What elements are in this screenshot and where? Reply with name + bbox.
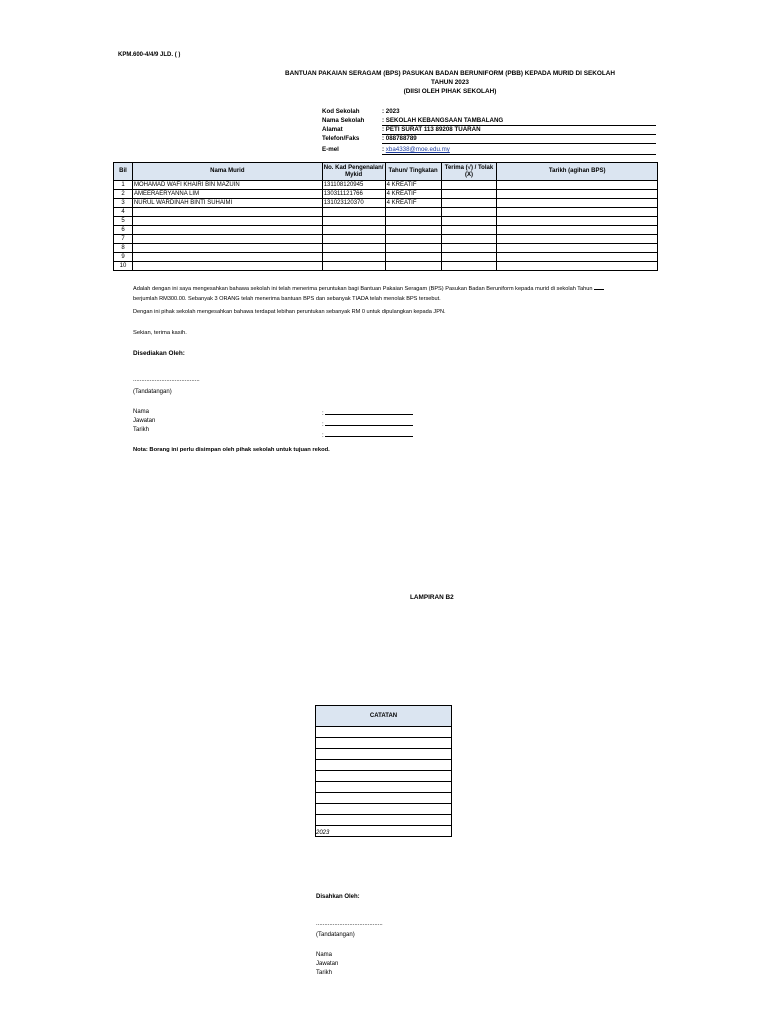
verified-fields [316, 951, 338, 978]
cell-nama: AMEERAERYANNA LIM [132, 190, 322, 199]
cell-ic: 130311121766 [322, 190, 385, 199]
declaration [133, 283, 663, 317]
student-table-body [114, 181, 658, 271]
colon: : [322, 411, 324, 417]
cell-tarikh[interactable] [497, 244, 658, 253]
email-prefix: : [382, 146, 386, 153]
cell-tarikh[interactable] [497, 199, 658, 208]
catatan-header: CATATAN [316, 706, 452, 727]
colon: : [322, 433, 324, 439]
catatan-row [316, 738, 452, 749]
cell-tarikh[interactable] [497, 208, 658, 217]
nama-sekolah-value: : SEKOLAH KEBANGSAAN TAMBALANG [382, 117, 656, 126]
declaration-line-3: Dengan ini pihak sekolah mengesahkan bahawa terdapat lebihan peruntukan sebanyak RM 0 untuk dipulangkan kepada JPN. [133, 309, 446, 315]
cell-bil: 4 [114, 208, 133, 217]
lampiran-label: LAMPIRAN B2 [410, 594, 454, 601]
cell-terima[interactable] [441, 217, 497, 226]
cell-ic [322, 253, 385, 262]
cell-tarikh[interactable] [497, 262, 658, 271]
catatan-row [316, 793, 452, 804]
title-line-3: (DIISI OLEH PIHAK SEKOLAH) [403, 88, 497, 95]
header-kad-pengenalan: No. Kad Pengenalan/ Mykid [322, 163, 385, 181]
cell-nama [132, 253, 322, 262]
cell-tahun [385, 217, 441, 226]
prepared-by-label: Disediakan Oleh: [133, 350, 185, 357]
cell-tahun: 4 KREATIF [385, 190, 441, 199]
kod-sekolah-value: : 2023 [382, 108, 400, 115]
cell-terima[interactable] [441, 208, 497, 217]
cell-tarikh[interactable] [497, 217, 658, 226]
cell-ic: 131023120370 [322, 199, 385, 208]
prepared-nama-label: Nama [133, 409, 150, 415]
catatan-row [316, 815, 452, 826]
cell-tahun [385, 226, 441, 235]
verified-jawatan-label: Jawatan [316, 961, 339, 967]
kod-sekolah-label: Kod Sekolah [322, 108, 360, 115]
cell-bil: 9 [114, 253, 133, 262]
cell-tarikh[interactable] [497, 181, 658, 190]
cell-terima[interactable] [441, 244, 497, 253]
cell-bil: 6 [114, 226, 133, 235]
cell-ic [322, 217, 385, 226]
cell-nama [132, 217, 322, 226]
cell-nama: NURUL WARDINAH BINTI SUHAIMI [132, 199, 322, 208]
cell-tahun [385, 253, 441, 262]
cell-nama [132, 226, 322, 235]
declaration-line-2: berjumlah RM300.00. Sebanyak 3 ORANG telah menerima bantuan BPS dan sebanyak TIADA telah menolak BPS tersebut. [133, 296, 441, 302]
header-nama-murid: Nama Murid [132, 163, 322, 181]
catatan-cell[interactable] [316, 760, 452, 771]
prepared-signature-dots: ........................................ [133, 377, 200, 383]
table-row [114, 253, 658, 262]
cell-nama [132, 235, 322, 244]
cell-ic [322, 262, 385, 271]
table-row [114, 217, 658, 226]
catatan-row [316, 760, 452, 771]
catatan-cell[interactable] [316, 727, 452, 738]
nama-fill [325, 408, 413, 415]
prepared-nama-line[interactable] [322, 408, 413, 419]
student-table [113, 162, 658, 271]
prepared-jawatan-label: Jawatan [133, 418, 156, 424]
cell-terima[interactable] [441, 235, 497, 244]
cell-ic [322, 244, 385, 253]
email-row [382, 146, 656, 155]
cell-bil: 2 [114, 190, 133, 199]
prepared-tandatangan: (Tandatangan) [133, 389, 172, 395]
title-line-2: TAHUN 2023 [431, 79, 469, 86]
form-reference: KPM.600-4/4/9 JLD. ( ) [118, 52, 181, 58]
catatan-cell[interactable] [316, 782, 452, 793]
cell-tarikh[interactable] [497, 235, 658, 244]
catatan-body [316, 727, 452, 837]
title-line-1: BANTUAN PAKAIAN SERAGAM (BPS) PASUKAN BADAN BERUNIFORM (PBB) KEPADA MURID DI SEKOLAH [285, 70, 615, 77]
cell-tarikh[interactable] [497, 190, 658, 199]
alamat-label: Alamat [322, 126, 343, 133]
catatan-cell[interactable] [316, 793, 452, 804]
telefon-label: Telefon/Faks [322, 135, 360, 142]
prepared-jawatan-line[interactable] [322, 419, 413, 430]
school-info [322, 108, 658, 158]
jawatan-fill [325, 419, 413, 426]
verified-by-label: Disahkan Oleh: [316, 894, 360, 900]
table-row [114, 208, 658, 217]
catatan-row [316, 727, 452, 738]
cell-ic: 131108120945 [322, 181, 385, 190]
verified-tandatangan: (Tandatangan) [316, 932, 355, 938]
header-tarikh-agihan: Tarikh (agihan BPS) [497, 163, 658, 181]
cell-bil: 7 [114, 235, 133, 244]
catatan-cell[interactable] [316, 749, 452, 760]
catatan-row [316, 771, 452, 782]
table-row [114, 190, 658, 199]
cell-terima[interactable] [441, 181, 497, 190]
nama-sekolah-label: Nama Sekolah [322, 117, 365, 124]
table-row [114, 244, 658, 253]
email-label: E-mel [322, 146, 339, 153]
header-tahun-tingkatan: Tahun/ Tingkatan [385, 163, 441, 181]
telefon-value: : 088788789 [382, 135, 656, 144]
cell-ic [322, 208, 385, 217]
catatan-cell[interactable] [316, 826, 452, 837]
cell-nama [132, 208, 322, 217]
table-row [114, 235, 658, 244]
cell-bil: 1 [114, 181, 133, 190]
catatan-row [316, 826, 452, 837]
table-row [114, 181, 658, 190]
cell-bil: 3 [114, 199, 133, 208]
prepared-tarikh-label: Tarikh [133, 427, 150, 433]
prepared-fields-labels [133, 408, 155, 435]
catatan-cell[interactable] [316, 738, 452, 749]
cell-tahun [385, 208, 441, 217]
cell-tahun [385, 262, 441, 271]
catatan-cell[interactable] [316, 815, 452, 826]
cell-tarikh[interactable] [497, 253, 658, 262]
closing-text: Sekian, terima kasih. [133, 330, 187, 336]
declaration-text-1: Adalah dengan ini saya mengesahkan bahawa sekolah ini telah menerima peruntukan bagi Bantuan Pakaian Seragam (BPS) Pasukan Badan Beruniform kepada murid di sekolah Tahun [133, 286, 593, 292]
colon: : [322, 422, 324, 428]
year-blank [594, 283, 604, 290]
cell-tarikh[interactable] [497, 226, 658, 235]
cell-tahun: 4 KREATIF [385, 181, 441, 190]
catatan-cell[interactable] [316, 804, 452, 815]
cell-ic [322, 226, 385, 235]
note-text: Nota: Borang ini perlu disimpan oleh pihak sekolah untuk tujuan rekod. [133, 447, 330, 453]
cell-terima[interactable] [441, 262, 497, 271]
email-link[interactable]: xba4338@moe.edu.my [385, 146, 450, 153]
cell-terima[interactable] [441, 253, 497, 262]
cell-bil: 8 [114, 244, 133, 253]
cell-terima[interactable] [441, 226, 497, 235]
cell-tahun [385, 244, 441, 253]
prepared-tarikh-line[interactable] [322, 430, 413, 441]
header-terima-tolak: Terima (√) / Tolak (X) [441, 163, 497, 181]
catatan-row [316, 749, 452, 760]
tarikh-fill [325, 430, 413, 437]
cell-ic [322, 235, 385, 244]
cell-nama [132, 244, 322, 253]
verified-nama-label: Nama [316, 952, 333, 958]
table-row [114, 226, 658, 235]
catatan-cell[interactable] [316, 771, 452, 782]
year-note: 2023 [316, 830, 330, 836]
prepared-fields-lines [322, 408, 413, 441]
table-header-row [114, 163, 658, 181]
table-row [114, 262, 658, 271]
catatan-row [316, 804, 452, 815]
alamat-value: : PETI SURAT 113 89208 TUARAN [382, 126, 656, 135]
catatan-table [315, 705, 452, 837]
catatan-row [316, 782, 452, 793]
cell-bil: 10 [114, 262, 133, 271]
cell-tahun [385, 235, 441, 244]
cell-terima[interactable] [441, 190, 497, 199]
cell-bil: 5 [114, 217, 133, 226]
cell-nama: MOHAMAD WAFI KHAIRI BIN MAZUIN [132, 181, 322, 190]
verified-signature-dots: ........................................ [316, 921, 383, 927]
declaration-line-1 [133, 283, 663, 294]
header-bil: Bil [114, 163, 133, 181]
table-row [114, 199, 658, 208]
cell-tahun: 4 KREATIF [385, 199, 441, 208]
verified-tarikh-label: Tarikh [316, 970, 333, 976]
cell-terima[interactable] [441, 199, 497, 208]
cell-nama [132, 262, 322, 271]
form-title [250, 69, 650, 96]
